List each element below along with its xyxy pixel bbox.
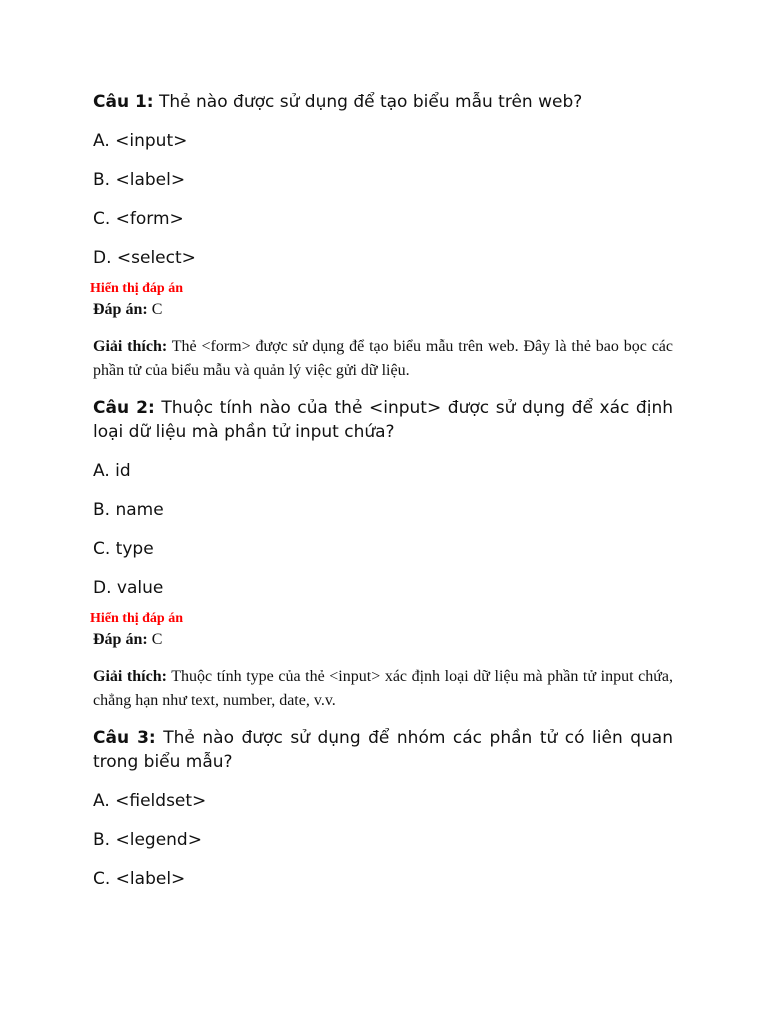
answer-option: A. <fieldset> (93, 791, 207, 811)
answer-value: C (151, 301, 163, 318)
question-text (93, 396, 673, 444)
explanation-label: Giải thích: (93, 668, 167, 685)
answer-option: B. name (93, 500, 164, 520)
question-body: Thẻ nào được sử dụng để nhóm các phần tử có liên quan trong biểu mẫu? (93, 728, 673, 772)
show-answer-link[interactable]: Hiển thị đáp án (90, 611, 183, 626)
explanation (93, 665, 673, 713)
answer-value: C (151, 631, 163, 648)
quiz-document (90, 90, 673, 906)
answer-option: D. value (93, 578, 164, 598)
explanation-text: Thuộc tính type của thẻ <input> xác định loại dữ liệu mà phần tử input chứa, chẳng hạn như text, number, date, v.v. (93, 668, 673, 709)
question-body: Thuộc tính nào của thẻ <input> được sử dụng để xác định loại dữ liệu mà phần tử input chứa? (93, 398, 673, 442)
answer-label: Đáp án: (93, 631, 148, 648)
answer-option: C. <label> (93, 869, 186, 889)
question-number: Câu 3: (93, 728, 156, 748)
question-number: Câu 2: (93, 398, 155, 418)
answer-option: C. type (93, 539, 154, 559)
question-block (90, 396, 673, 713)
question-text (93, 726, 673, 774)
answer-option: C. <form> (93, 209, 184, 229)
question-block (93, 726, 673, 891)
answer-option: A. <input> (93, 131, 188, 151)
question-text (93, 90, 673, 114)
answer-option: A. id (93, 461, 131, 481)
answer-option: B. <label> (93, 170, 186, 190)
question-number: Câu 1: (93, 92, 154, 112)
explanation (93, 335, 673, 383)
explanation-text: Thẻ <form> được sử dụng để tạo biểu mẫu trên web. Đây là thẻ bao bọc các phần tử của biểu mẫu và quản lý việc gửi dữ liệu. (93, 338, 673, 379)
question-block (90, 90, 673, 383)
answer-line (93, 298, 673, 322)
answer-line (93, 628, 673, 652)
show-answer-link[interactable]: Hiển thị đáp án (90, 281, 183, 296)
question-body: Thẻ nào được sử dụng để tạo biểu mẫu trên web? (159, 92, 583, 112)
answer-option: B. <legend> (93, 830, 202, 850)
answer-option: D. <select> (93, 248, 196, 268)
explanation-label: Giải thích: (93, 338, 168, 355)
answer-label: Đáp án: (93, 301, 148, 318)
